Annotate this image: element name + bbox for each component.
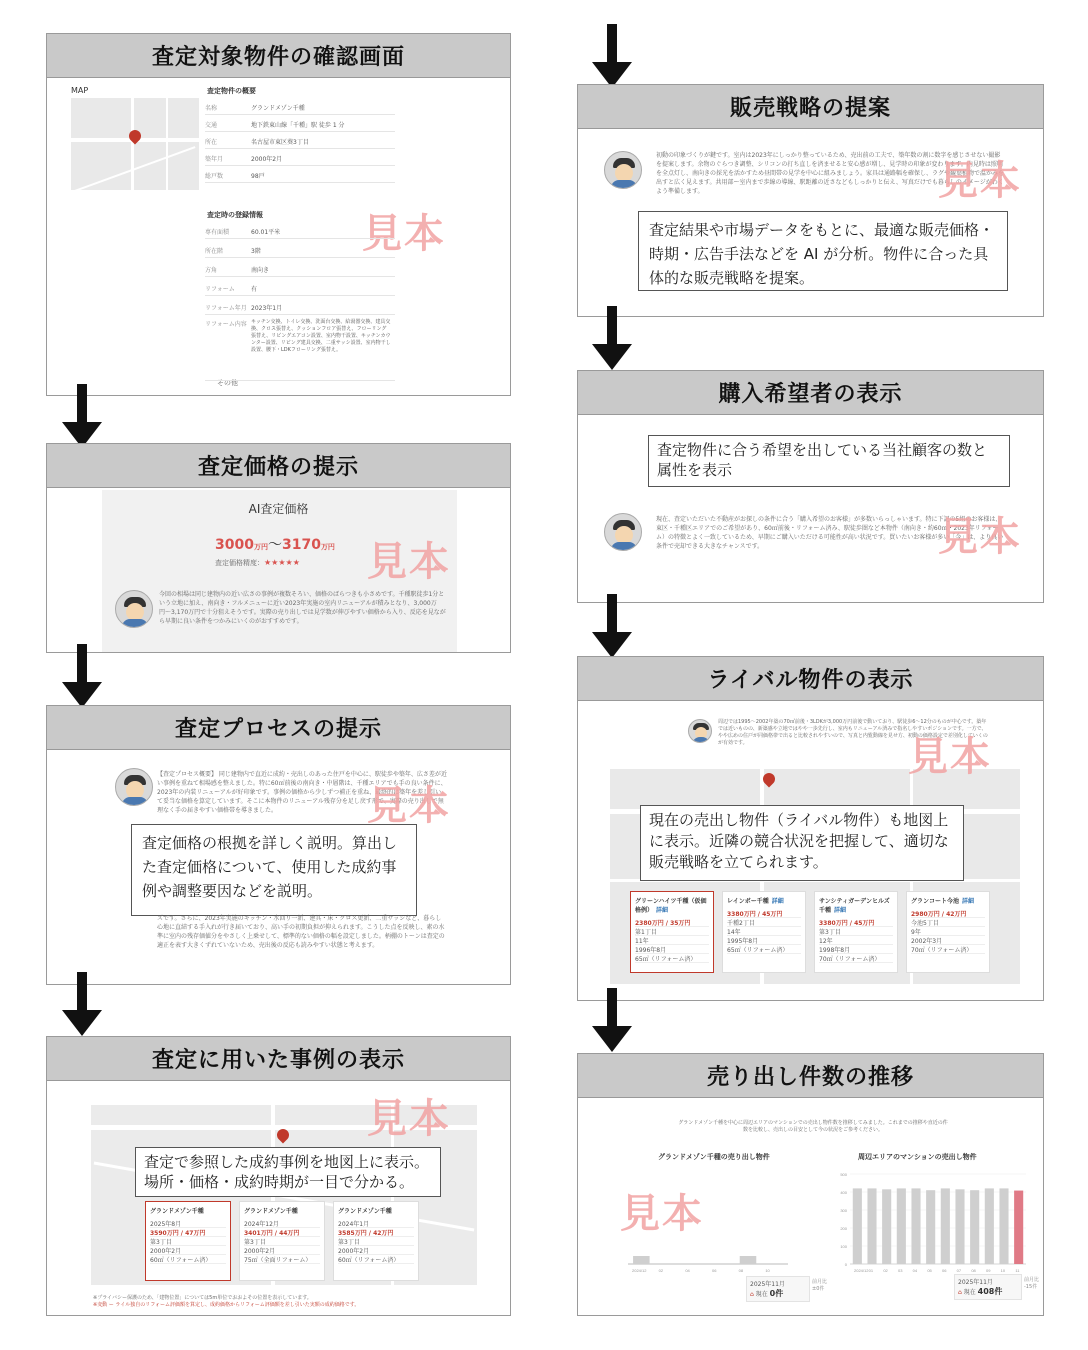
comparable-price: 3585万円 / 42万円: [338, 1228, 414, 1237]
y-tick-label: 200: [840, 1226, 847, 1231]
comparables-callout: 査定で参照した成約事例を地図上に表示。場所・価格・成約時期が一目で分かる。: [135, 1147, 441, 1197]
x-tick-label: 2024/12: [854, 1268, 869, 1273]
property-row: [205, 151, 395, 166]
comparable-name: グランドメゾン千種: [338, 1208, 392, 1215]
comparable-area: 60㎡（リフォーム済）: [338, 1255, 414, 1264]
rival-built: 1995年8月: [727, 936, 801, 945]
left-chart-title: グランドメゾン千種の売り出し物件: [658, 1153, 770, 1161]
panel-sales-strategy: [577, 84, 1044, 317]
comparable-date: 2024年12月: [244, 1219, 320, 1228]
rival-card[interactable]: [630, 891, 714, 973]
registration-row: [205, 243, 395, 258]
strategy-text: 初動の印象づくりが鍵です。室内は2023年にしっかり整っているため、売出前の工夫で、築年数の割に数字を感じさせない撮影を提案します。余物のぐらつき調整、シリコンの打ち直しを済ませると安心感が増し、見学時の印象が変わります。内見時は照明を全点灯し、南向きの採光を活かすため昼間帯の見学を中心に組みましょう。家具は通路幅を確保し、ラグや観葉植物で温かみを出すと広く見えます。共用部ー室内まで歩線の導線、駅距離の近さなどもしっかりと伝え、写真だけでも暮らしのイメージがわくよう準備します。: [656, 152, 1005, 195]
registration-value: キッチン交換、トイレ交換、洗面台交換、給湯器交換、建具交換、クロス張替え、クッションフロア張替え、フローリング張替え、リビングエアコン設置、室内物干設置、キッチンカウンター設置、リビング建具交換、二重サッシ設置、室内物干し設置、腰下・LDKフローリング張替え。: [251, 319, 391, 353]
property-map[interactable]: [71, 98, 199, 190]
chart-bar: [633, 1256, 650, 1264]
comparable-built: 2000年2月: [338, 1246, 414, 1255]
home-icon: ⌂: [958, 1289, 962, 1296]
rival-name: [911, 896, 985, 905]
rival-card[interactable]: [814, 891, 898, 973]
left-current-badge: [746, 1276, 810, 1302]
rival-card[interactable]: [906, 891, 990, 973]
chart-bar: [882, 1189, 891, 1264]
panel-buyers: [577, 370, 1044, 603]
x-tick-label: 06: [712, 1268, 717, 1273]
comparable-card[interactable]: [333, 1201, 419, 1281]
map-label: MAP: [71, 86, 89, 95]
right-chart-title: 周辺エリアのマンションの売出し物件: [858, 1153, 977, 1161]
rival-price: 3380万円 / 45万円: [819, 918, 893, 927]
registration-value: 60.01平米: [251, 228, 281, 236]
rival-built: 1996年8月: [635, 945, 709, 954]
property-value: 98戸: [251, 172, 265, 180]
panel-title: 査定対象物件の確認画面: [47, 34, 510, 78]
badge-value: 0件: [769, 1289, 784, 1298]
rival-floor: 千種2丁目: [727, 918, 801, 927]
rival-price: 3380万円 / 45万円: [727, 909, 801, 918]
buyers-text: 現在、査定いただいた不動産がお探しの条件に合う「購入希望のお客様」が多数いらっしゃいます。特に下記の5組のお客様は、東区・千種区エリアでのご希望があり、60㎡前後・リフォーム済み、駅徒歩圏など本物件（南向き・約60㎡・2023年リフォーム）の特徴とよく一致しているため、早期にご購入いただける可能性が高い状況です。買いたいお客様が多い「今」は、より良い条件で売却できる大きなチャンスです。: [656, 516, 1004, 550]
panel-title: 購入希望者の表示: [578, 371, 1043, 415]
rival-name: [727, 896, 801, 905]
price-low: 3000: [215, 537, 254, 553]
watermark: 見本: [938, 157, 1022, 204]
rival-price: 2980万円 / 42万円: [911, 909, 985, 918]
x-tick-label: 01: [868, 1268, 874, 1273]
x-tick-label: 10: [1000, 1268, 1006, 1273]
registration-row: [205, 300, 395, 315]
process-callout: 査定価格の根拠を詳しく説明。算出した査定価格について、使用した成約事例や調整要因などを説明。: [131, 824, 417, 916]
rival-detail-link[interactable]: 詳細: [656, 907, 669, 914]
price-range: [215, 534, 335, 554]
registration-row: [205, 319, 395, 381]
rival-card[interactable]: [722, 891, 806, 973]
chart-bar: [999, 1188, 1008, 1264]
panel-title: 査定に用いた事例の表示: [47, 1037, 510, 1081]
ai-comment: 今回の相場は同じ建物内の近い広さの事例が複数そろい、価格のばらつきも小さめです。千種駅徒歩1分という立地に加え、南向き・フルメニューに近い2023年実施の室内リニューアルが積みとなり、3,000万円〜3,170万円で十分狙えそうです。実際の売り出しでは見学数が伸びやすい価格から入り、反応を見ながら早期に良い条件をつかみにいくのがおすすめです。: [159, 591, 446, 625]
property-key: 築年月: [205, 155, 224, 163]
chart-bar: [853, 1188, 862, 1264]
registration-value: 2023年1月: [251, 304, 283, 312]
panel-title: 販売戦略の提案: [578, 85, 1043, 129]
advisor-avatar: [115, 768, 153, 806]
property-key: 交通: [205, 121, 218, 129]
rival-area: 65㎡（リフォーム済）: [727, 945, 801, 954]
watermark: 見本: [908, 733, 992, 780]
chart-bar: [941, 1188, 950, 1264]
rival-floor: 今池5丁目: [911, 918, 985, 927]
rival-name-text: グリーンハイツ千種（仮価格例）: [635, 898, 707, 914]
advisor-avatar: [604, 151, 642, 189]
badge-date: 2025年11月: [958, 1279, 993, 1286]
watermark: 見本: [367, 782, 451, 829]
property-key: 所在: [205, 138, 218, 146]
registration-key: 所在階: [205, 247, 224, 255]
x-tick-label: 04: [685, 1268, 690, 1273]
registration-key: 方角: [205, 266, 218, 274]
registration-value: 南向き: [251, 266, 270, 274]
x-tick-label: 06: [942, 1268, 947, 1273]
rival-built: 1998年8月: [819, 945, 893, 954]
comparable-name: グランドメゾン千種: [244, 1208, 298, 1215]
comparable-date: 2025年8月: [150, 1219, 226, 1228]
rival-price: 2380万円 / 35万円: [635, 918, 709, 927]
right-change-note: 前月比 -15件: [1024, 1277, 1040, 1290]
panel-price-presentation: [46, 443, 511, 653]
other-label[interactable]: その他: [217, 379, 238, 387]
home-icon: ⌂: [750, 1291, 754, 1298]
panel-rivals: [577, 656, 1044, 1001]
property-key: 総戸数: [205, 172, 224, 180]
advisor-avatar: [115, 590, 153, 628]
x-tick-label: 2024/12: [632, 1268, 647, 1273]
price-unit: 万円: [253, 543, 268, 551]
flow-arrow-icon: [62, 644, 102, 708]
section-registration-title: 査定時の登録情報: [207, 211, 263, 219]
rival-built: 2002年3月: [911, 936, 985, 945]
rival-area: 70㎡（リフォーム済）: [911, 945, 985, 954]
chart-bar: [970, 1190, 979, 1264]
rival-units: 11年: [635, 936, 709, 945]
registration-key: リフォーム年月: [205, 304, 247, 312]
chart-bar: [985, 1188, 994, 1264]
registration-row: [205, 224, 395, 239]
x-tick-label: 07: [956, 1268, 962, 1273]
x-tick-label: 09: [986, 1268, 991, 1273]
rival-name-text: レインボー千種: [727, 898, 769, 905]
registration-row: [205, 262, 395, 277]
y-tick-label: 500: [840, 1172, 847, 1177]
rival-area: 70㎡（リフォーム済）: [819, 954, 893, 963]
property-value: 名古屋市東区葵3丁目: [251, 138, 309, 146]
watermark: 見本: [367, 538, 451, 585]
flow-arrow-icon: [592, 306, 632, 370]
badge-date: 2025年11月: [750, 1281, 785, 1288]
property-row: [205, 100, 395, 115]
chart-bar: [911, 1188, 920, 1264]
comparable-built: 2000年2月: [244, 1246, 320, 1255]
comparable-price: 3401万円 / 44万円: [244, 1228, 320, 1237]
right-current-badge: [954, 1274, 1022, 1300]
panel-process: [46, 705, 511, 985]
registration-row: [205, 281, 395, 296]
registration-key: リフォーム: [205, 285, 235, 293]
comparable-floor: 第3丁目: [150, 1237, 226, 1246]
chart-bar: [867, 1188, 876, 1264]
rival-detail-link[interactable]: 詳細: [962, 898, 975, 905]
rival-area: 65㎡（リフォーム済）: [635, 954, 709, 963]
comparable-card[interactable]: [239, 1201, 325, 1281]
y-tick-label: 0: [844, 1262, 847, 1267]
footnote-price: ※変動 ー ライル独自のリフォーム評価額を算定し、成約価格からリフォーム評価額を差し引いた実額の成約価格です。: [93, 1302, 360, 1308]
buyers-callout: 査定物件に合う希望を出している当社顧客の数と属性を表示: [648, 435, 1010, 487]
ai-price-label: AI査定価格: [248, 502, 309, 516]
price-unit: 万円: [320, 543, 335, 551]
rival-name: [819, 896, 893, 914]
chart-bar: [926, 1190, 935, 1264]
registration-key: 専有面積: [205, 228, 230, 236]
process-text-top: 【査定プロセス概要】 同じ建物内で直近に成約・売出しのあった住戸を中心に、駅徒歩や築年、広さ差が近い事例を重ねて相場感を整えました。特に60㎡前後の南向き・中層階は、千種エリアでも手の良い条件に、2023年の内装リニューアルが好印象です。事例の価格から少しずつ補正を重ね、最終的に築年を差し引いて妥当な価格を算定しています。そこに本物件のリニューアル残存分を足し戻す形で、実際の売り出しで無理なく手の届きやすい価格帯を導きました。: [157, 771, 447, 814]
panel-title: 査定価格の提示: [47, 444, 510, 488]
rival-name: [635, 896, 709, 914]
comparable-date: 2024年1月: [338, 1219, 414, 1228]
property-row: [205, 134, 395, 149]
property-value: 地下鉄東山線「千種」駅 徒歩 1 分: [251, 121, 345, 129]
rivals-callout: 現在の売出し物件（ライバル物件）も地図上に表示。近隣の競合状況を把握して、適切な販売戦略を立てられます。: [640, 805, 964, 881]
strategy-callout: 査定結果や市場データをもとに、最適な販売価格・時期・広告手法などを AI が分析。物件に合った具体的な販売戦略を提案。: [638, 211, 1008, 291]
panel-property-confirmation: [46, 33, 511, 396]
comparable-area: 60㎡（リフォーム済）: [150, 1255, 226, 1264]
x-tick-label: 08: [971, 1268, 976, 1273]
y-tick-label: 300: [840, 1208, 847, 1213]
rival-detail-link[interactable]: 詳細: [834, 907, 847, 914]
flow-arrow-icon: [62, 384, 102, 448]
comparable-card[interactable]: [145, 1201, 231, 1281]
left-change-note: 前月比 ±0件: [812, 1279, 828, 1292]
rival-units: 14年: [727, 927, 801, 936]
rival-units: 9年: [911, 927, 985, 936]
price-high: 3170: [281, 537, 321, 553]
x-tick-label: 11: [1015, 1268, 1020, 1273]
registration-value: 有: [251, 285, 258, 293]
registration-key: リフォーム内容: [205, 321, 247, 328]
process-text-bottom: ズです。さらに、2023年実施のキッチン・水回り一新、建具・床・クロス更新、二重サッシなど、暮らし心地に直結する手入れが行き届いており、高い手の初期負担が抑えられます。こうした点を反映し、素の水準に室内の残存価値分をやさしく上乗せして、標準的ない価格の幅を設定しました。柄棚のトーンは査定の適正を表す大きくずれていないため、売出後の反応も読みやすい状態と考えます。: [157, 915, 445, 949]
flow-arrow-icon: [592, 24, 632, 88]
property-key: 名称: [205, 104, 218, 112]
rival-units: 12年: [819, 936, 893, 945]
comparable-built: 2000年2月: [150, 1246, 226, 1255]
registration-value: 3階: [251, 247, 261, 255]
advisor-avatar: [688, 719, 712, 743]
x-tick-label: 03: [898, 1268, 903, 1273]
rival-name-text: サンシティガーデンヒルズ千種: [819, 898, 890, 914]
chart-bar: [1014, 1191, 1023, 1264]
flow-arrow-icon: [62, 972, 102, 1036]
rivals-text: 周辺では1995〜2002年築の70㎡前後・3LDKが3,000万円前後で動いており、駅徒歩6〜12分のものが中心です。築年では近いものの、新築感や立地ではやや一歩先行し、室内もリニューアル済みで指名しやすいポジションです。一方で、やや広めの住戸が同価格帯で出ると比較されやすいので、写真と内覧動線を見せ方、初動の価格設定で差別化していくのが有効です。: [718, 719, 988, 746]
badge-value: 408件: [977, 1287, 1003, 1296]
property-value: グランドメゾン千種: [251, 104, 305, 112]
comparable-floor: 第3丁目: [244, 1237, 320, 1246]
flow-arrow-icon: [592, 988, 632, 1052]
accuracy-label: 査定価格精度：: [215, 559, 264, 567]
y-tick-label: 400: [840, 1190, 847, 1195]
rival-name-text: グランコート今池: [911, 898, 960, 905]
x-tick-label: 08: [738, 1268, 744, 1273]
comparable-area: 75㎡（全面リフォーム）: [244, 1255, 320, 1264]
x-tick-label: 10: [765, 1268, 770, 1273]
badge-label: 現在: [963, 1289, 976, 1296]
property-row: [205, 168, 395, 183]
accuracy: [215, 558, 300, 568]
panel-title: ライバル物件の表示: [578, 657, 1043, 701]
panel-listing-trend: [577, 1053, 1044, 1316]
x-tick-label: 02: [883, 1268, 888, 1273]
y-tick-label: 100: [840, 1244, 847, 1249]
watermark: 見本: [938, 513, 1022, 560]
watermark: 見本: [620, 1190, 704, 1237]
comparable-price: 3590万円 / 47万円: [150, 1228, 226, 1237]
x-tick-label: 02: [658, 1268, 664, 1273]
panel-title: 査定プロセスの提示: [47, 706, 510, 750]
panel-title: 売り出し件数の推移: [578, 1054, 1043, 1098]
advisor-avatar: [604, 513, 642, 551]
panel-comparables: [46, 1036, 511, 1316]
property-row: [205, 117, 395, 132]
property-value: 2000年2月: [251, 155, 283, 163]
rival-floor: 第3丁目: [819, 927, 893, 936]
chart-bar: [955, 1189, 964, 1264]
x-tick-label: 05: [927, 1268, 932, 1273]
rival-detail-link[interactable]: 詳細: [771, 898, 784, 905]
rating-stars-icon: ★★★★★: [264, 558, 300, 567]
chart-bar: [897, 1188, 906, 1264]
watermark: 見本: [367, 1095, 451, 1142]
rival-floor: 第1丁目: [635, 927, 709, 936]
badge-label: 現在: [755, 1291, 768, 1298]
section-overview-title: 査定物件の概要: [207, 87, 256, 95]
price-tilde: 〜: [267, 537, 282, 553]
x-tick-label: 04: [912, 1268, 918, 1273]
trend-intro: グランドメゾン千種を中心に周辺エリアのマンションでの売出し物件数を推移してみました。これまでの推移や直近の件数を比較し、売出しの目安として今の状況をご参考ください。: [678, 1120, 948, 1133]
chart-bar: [740, 1256, 757, 1264]
footnote-privacy: ※プライバシー保護のため、「建物位置」については5m単位でおおよその位置を表示しています。: [93, 1295, 312, 1301]
flow-arrow-icon: [592, 594, 632, 658]
comparable-floor: 第3丁目: [338, 1237, 414, 1246]
comparable-name: グランドメゾン千種: [150, 1208, 204, 1215]
watermark: 見本: [362, 210, 446, 257]
